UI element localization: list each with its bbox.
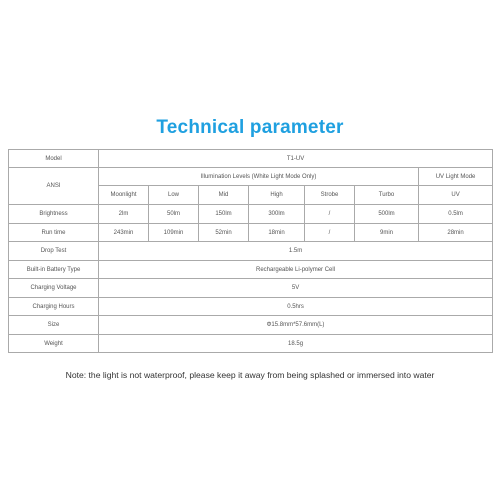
size-label: Size <box>9 316 99 335</box>
runtime-cell: 9min <box>355 224 419 242</box>
charging-voltage-row <box>9 279 493 298</box>
brightness-cell: 2lm <box>99 205 149 224</box>
mode-cell: Low <box>149 186 199 205</box>
mode-cell: Moonlight <box>99 186 149 205</box>
weight-row <box>9 335 493 353</box>
model-label: Model <box>9 150 99 168</box>
ansi-label: ANSI <box>9 168 99 205</box>
runtime-cell: 243min <box>99 224 149 242</box>
charging-hours-row <box>9 298 493 316</box>
model-value: T1-UV <box>99 150 493 168</box>
mode-cell: High <box>249 186 305 205</box>
battery-type-label: Built-in Battery Type <box>9 261 99 279</box>
weight-value: 18.5g <box>99 335 493 353</box>
charging-hours-value: 0.5hrs <box>99 298 493 316</box>
size-row <box>9 316 493 335</box>
charging-voltage-label: Charging Voltage <box>9 279 99 298</box>
mode-cell: UV <box>419 186 493 205</box>
brightness-cell: 0.5lm <box>419 205 493 224</box>
brightness-label: Brightness <box>9 205 99 224</box>
runtime-row <box>9 224 493 242</box>
brightness-cell: 50lm <box>149 205 199 224</box>
model-row <box>9 150 493 168</box>
brightness-cell: 500lm <box>355 205 419 224</box>
illumination-header-row <box>9 168 493 186</box>
runtime-cell: 18min <box>249 224 305 242</box>
mode-cell: Turbo <box>355 186 419 205</box>
runtime-cell: 52min <box>199 224 249 242</box>
brightness-cell: / <box>305 205 355 224</box>
brightness-cell: 150lm <box>199 205 249 224</box>
drop-test-label: Drop Test <box>9 242 99 261</box>
size-value: Φ15.8mm*57.6mm(L) <box>99 316 493 335</box>
mode-cell: Mid <box>199 186 249 205</box>
runtime-cell: 28min <box>419 224 493 242</box>
spec-table <box>8 149 493 353</box>
drop-test-row <box>9 242 493 261</box>
runtime-label: Run time <box>9 224 99 242</box>
charging-hours-label: Charging Hours <box>9 298 99 316</box>
brightness-row <box>9 205 493 224</box>
battery-type-value: Rechargeable Li-polymer Cell <box>99 261 493 279</box>
mode-cell: Strobe <box>305 186 355 205</box>
brightness-cell: 300lm <box>249 205 305 224</box>
illumination-header: Illumination Levels (White Light Mode Only) <box>99 168 419 186</box>
runtime-cell: 109min <box>149 224 199 242</box>
uv-header: UV Light Mode <box>419 168 493 186</box>
battery-type-row <box>9 261 493 279</box>
page-title: Technical parameter <box>156 117 344 138</box>
waterproof-note: Note: the light is not waterproof, please keep it away from being splashed or immersed into water <box>65 370 435 380</box>
weight-label: Weight <box>9 335 99 353</box>
runtime-cell: / <box>305 224 355 242</box>
drop-test-value: 1.5m <box>99 242 493 261</box>
charging-voltage-value: 5V <box>99 279 493 298</box>
